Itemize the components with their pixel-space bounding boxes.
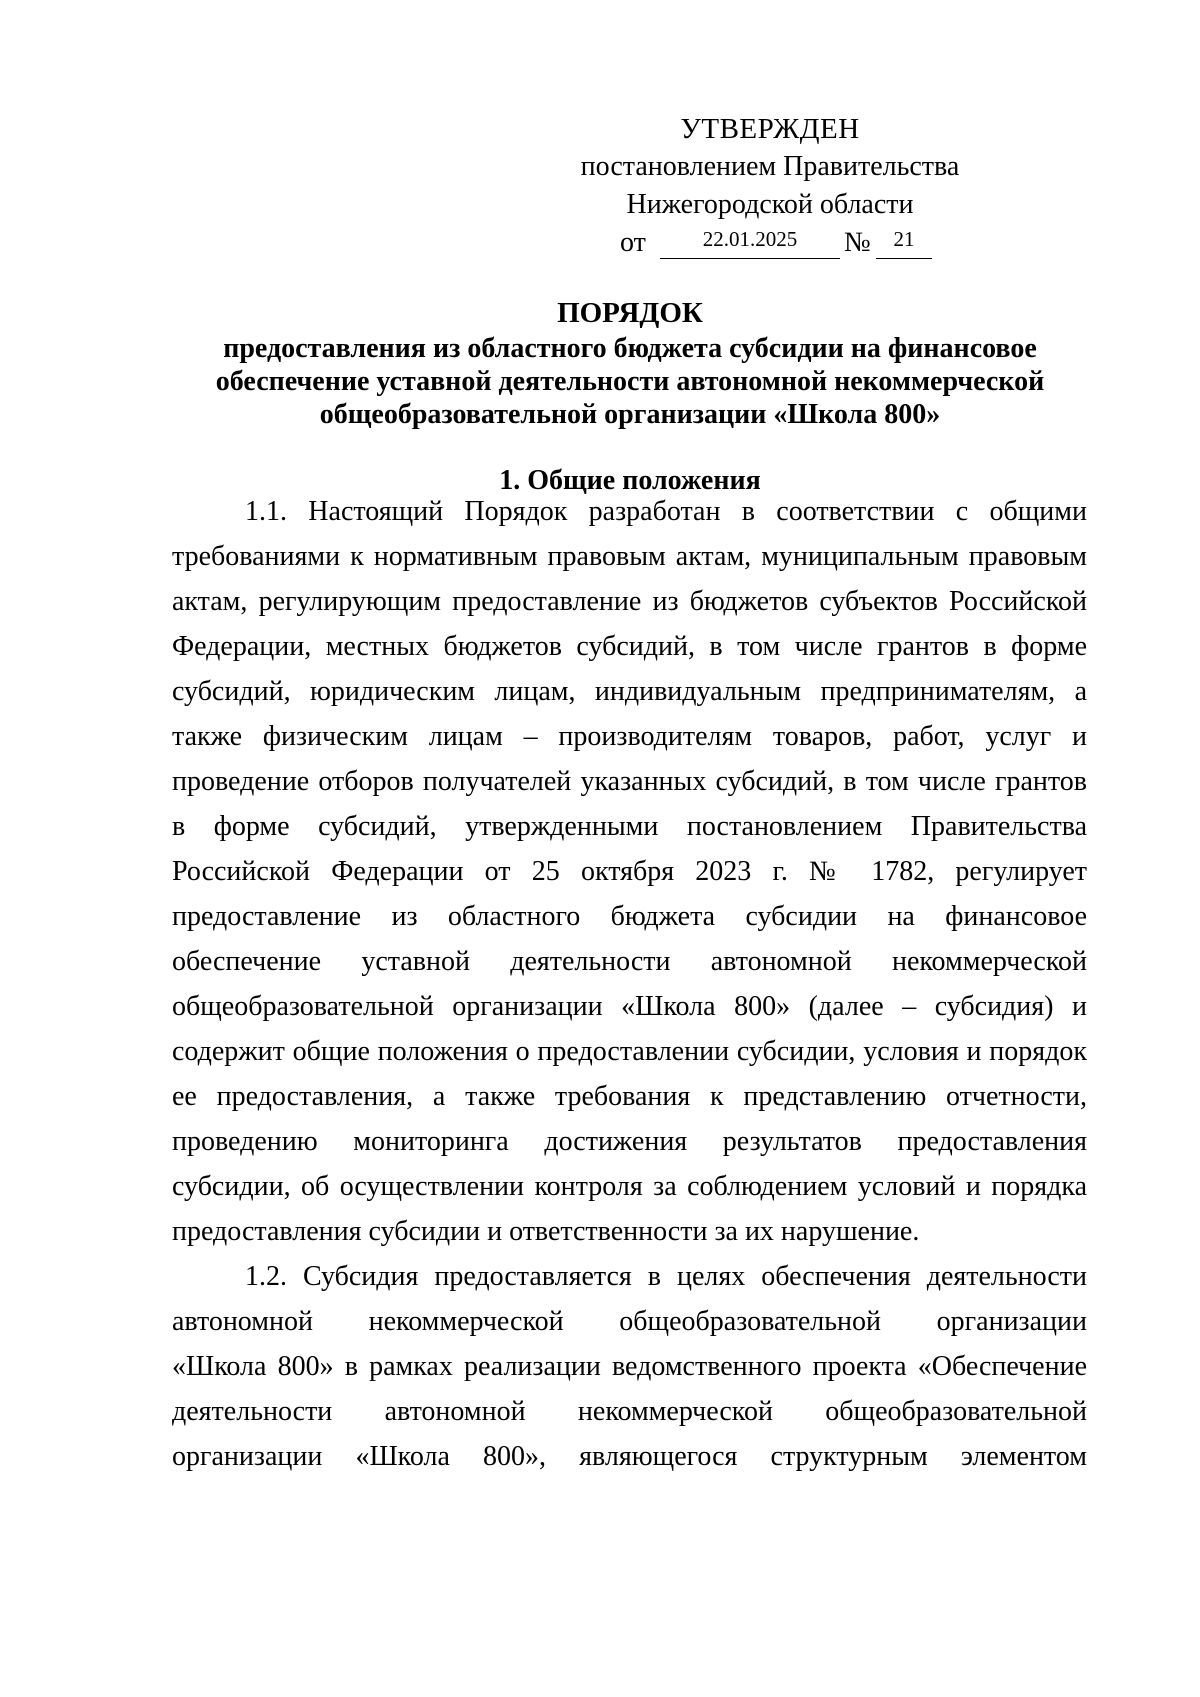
paragraph-line: содержит общие положения о предоставлении субсидии, условия и порядок — [172, 1036, 1087, 1067]
paragraph-line: требованиями к нормативным правовым актам, муниципальным правовым — [172, 541, 1087, 572]
paragraph-line: деятельности автономной некоммерческой общеобразовательной — [172, 1396, 1087, 1427]
paragraph-line: актам, регулирующим предоставление из бюджетов субъектов Российской — [172, 586, 1087, 617]
approval-title: УТВЕРЖДЕН — [680, 113, 860, 145]
paragraph-line: ее предоставления, а также требования к представлению отчетности, — [172, 1081, 1087, 1112]
paragraph-line: 1.1. Настоящий Порядок разработан в соответствии с общими — [245, 496, 1087, 527]
paragraph-line: проведение отборов получателей указанных субсидий, в том числе грантов — [172, 766, 1087, 797]
approval-date: 22.01.2025 — [702, 227, 798, 251]
paragraph-line: предоставление из областного бюджета субсидии на финансовое — [172, 901, 1087, 932]
approval-line-1: постановлением Правительства — [580, 151, 960, 182]
approval-number: 21 — [893, 227, 915, 251]
document-title-line: предоставления из областного бюджета субсидии на финансовое — [223, 333, 1037, 364]
paragraph-line: предоставления субсидии и ответственности за их нарушение. — [172, 1216, 920, 1247]
number-underline — [876, 258, 932, 259]
paragraph-line: обеспечение уставной деятельности автономной некоммерческой — [172, 946, 1087, 977]
paragraph-line: субсидий, юридическим лицам, индивидуальным предпринимателям, а — [172, 676, 1087, 707]
paragraph-line: «Школа 800» в рамках реализации ведомственного проекта «Обеспечение — [172, 1351, 1087, 1382]
date-underline — [660, 258, 840, 259]
section-heading: 1. Общие положения — [499, 465, 761, 496]
approval-date-number-line — [560, 224, 980, 264]
paragraph-line: проведению мониторинга достижения результатов предоставления — [172, 1126, 1087, 1157]
paragraph-line: в форме субсидий, утвержденными постановлением Правительства — [172, 811, 1087, 842]
document-heading: ПОРЯДОК — [557, 297, 703, 329]
paragraph-line: общеобразовательной организации «Школа 800» (далее – субсидия) и — [172, 991, 1087, 1022]
paragraph-line: организации «Школа 800», являющегося структурным элементом — [172, 1441, 1087, 1472]
number-label: № — [844, 227, 871, 258]
document-title-line: общеобразовательной организации «Школа 800» — [319, 399, 941, 430]
approval-stamp-block — [560, 110, 980, 264]
paragraph-line: 1.2. Субсидия предоставляется в целях обеспечения деятельности — [245, 1261, 1087, 1292]
paragraph-line: автономной некоммерческой общеобразовательной организации — [172, 1306, 1087, 1337]
paragraph-line: Российской Федерации от 25 октября 2023 г. № 1782, регулирует — [172, 856, 1087, 887]
document-title — [100, 297, 1160, 431]
date-from-label: от — [620, 227, 646, 258]
approval-line-2: Нижегородской области — [626, 189, 914, 220]
document-title-line: обеспечение уставной деятельности автономной некоммерческой — [215, 366, 1045, 397]
paragraph-line: также физическим лицам – производителям товаров, работ, услуг и — [172, 721, 1087, 752]
paragraph-line: субсидии, об осуществлении контроля за соблюдением условий и порядка — [172, 1171, 1087, 1202]
paragraph-line: Федерации, местных бюджетов субсидий, в том числе грантов в форме — [172, 631, 1087, 662]
